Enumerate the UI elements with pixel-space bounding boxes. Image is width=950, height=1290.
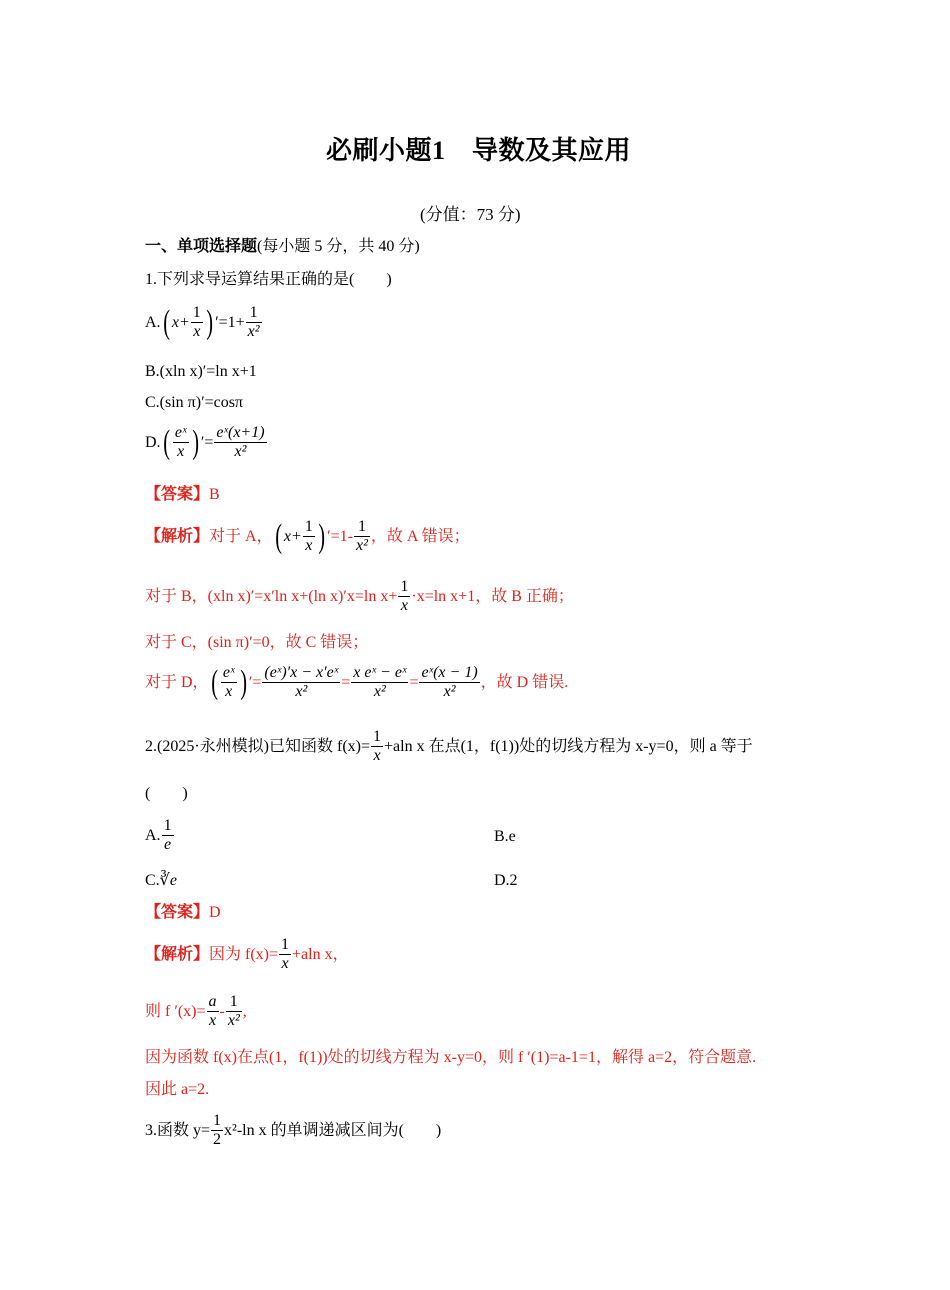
analysis-text: 对于 D， <box>145 673 209 691</box>
left-paren: ( <box>162 303 170 341</box>
section-title: 一、单项选择题 <box>145 238 258 255</box>
math-text: ′=1- <box>327 527 353 545</box>
fraction: $\frac{1}{x}$ <box>400 578 409 614</box>
fraction: $\frac{\text{(eˣ)′x − x′eˣ}}{\text{x²}}$ <box>264 664 339 700</box>
q1-option-c: C.(sin π)′=cosπ <box>145 394 244 411</box>
fraction: $\frac{1}{2}$ <box>213 1112 222 1148</box>
analysis-text: ，故 A 错误； <box>370 527 470 545</box>
stem-text: 3.函数 y= <box>145 1121 211 1139</box>
math-text: x+ <box>171 313 190 331</box>
q3-stem <box>145 1112 441 1149</box>
math-text: ′=1+ <box>215 313 245 331</box>
option-letter: A. <box>145 826 161 844</box>
analysis-text: +aln x， <box>292 945 349 963</box>
stem-text: 2.(2025·永州模拟)已知函数 f(x)= <box>145 737 370 755</box>
option-letter: C. <box>145 872 160 889</box>
fraction: $\frac{1}{x}$ <box>281 936 290 972</box>
option-letter: D. <box>145 433 161 451</box>
q2-analysis-1 <box>145 936 349 973</box>
analysis-label: 【解析】 <box>145 945 210 963</box>
math-text: , <box>242 1002 247 1020</box>
math-text: ′= <box>248 673 262 691</box>
q1-answer <box>145 487 220 503</box>
left-paren: ( <box>210 663 218 701</box>
math-text: ∛e <box>159 872 177 889</box>
fraction: $\frac{\text{eˣ}}{x}$ <box>174 424 187 460</box>
answer-label: 【答案】 <box>145 486 210 503</box>
stem-text: x²-ln x 的单调递减区间为( ) <box>224 1121 442 1139</box>
math-text: x+ <box>283 527 302 545</box>
analysis-label: 【解析】 <box>145 527 210 545</box>
left-paren: ( <box>274 517 282 555</box>
q1-analysis-b <box>145 578 574 615</box>
fraction: $\frac{1}{x}$ <box>304 518 313 554</box>
score-note: (分值：73 分) <box>420 205 521 224</box>
analysis-text: 则 f ′(x)= <box>145 1002 206 1020</box>
q2-analysis-3: 因为函数 f(x)在点(1，f(1))处的切线方程为 x-y=0，则 f ′(1)=a-1=1，解得 a=2，符合题意. <box>145 1049 757 1066</box>
math-text: = <box>409 673 419 691</box>
q1-option-a <box>145 304 263 341</box>
fraction: $\frac{a}{x}$ <box>208 993 217 1029</box>
math-text: ′= <box>200 433 214 451</box>
answer-value: D <box>209 904 221 921</box>
right-paren: ) <box>206 303 213 341</box>
analysis-text: ·x=ln x+1，故 B 正确； <box>411 587 574 605</box>
fraction: $\frac{1}{e}$ <box>163 817 172 853</box>
fraction: $\frac{\text{x eˣ − eˣ}}{\text{x²}}$ <box>353 664 407 700</box>
answer-value: B <box>209 486 220 503</box>
analysis-text: 对于 B，(xln x)′=x′ln x+(ln x)′x=ln x+ <box>145 587 398 605</box>
fraction: $\frac{1}{\text{x²}}$ <box>227 993 240 1029</box>
math-text: = <box>341 673 351 691</box>
fraction: $\frac{\text{eˣ(x+1)}}{\text{x²}}$ <box>216 424 265 460</box>
q2-option-b: B.e <box>494 828 516 845</box>
fraction: $\frac{1}{x}$ <box>373 728 381 764</box>
fraction: $\frac{\text{eˣ(x − 1)}}{\text{x²}}$ <box>421 664 478 700</box>
q1-stem: 1.下列求导运算结果正确的是( ) <box>145 271 392 288</box>
q2-option-c <box>145 873 177 889</box>
option-letter: A. <box>145 313 161 331</box>
q1-analysis-a <box>145 518 470 555</box>
analysis-text: 对于 A， <box>209 527 273 545</box>
q1-analysis-c: 对于 C，(sin π)′=0，故 C 错误； <box>145 634 369 651</box>
section-note: (每小题 5 分，共 40 分) <box>257 238 420 255</box>
q1-analysis-d <box>145 664 568 701</box>
q1-option-d <box>145 424 268 461</box>
q2-option-a <box>145 817 175 854</box>
right-paren: ) <box>318 517 325 555</box>
q2-option-d: D.2 <box>494 872 518 889</box>
q2-analysis-4: 因此 a=2. <box>145 1081 210 1098</box>
q2-analysis-2 <box>145 993 247 1030</box>
page-title: 必刷小题1 导数及其应用 <box>326 136 632 165</box>
fraction: $\frac{\text{eˣ}}{x}$ <box>222 664 235 700</box>
analysis-text: 因为 f(x)= <box>209 945 279 963</box>
q1-option-b: B.(xln x)′=ln x+1 <box>145 363 257 380</box>
right-paren: ) <box>239 663 247 701</box>
math-text: - <box>219 1002 225 1020</box>
fraction: $\frac{1}{x}$ <box>192 304 201 340</box>
left-paren: ( <box>162 423 170 461</box>
q2-stem <box>145 728 753 765</box>
fraction: $\frac{1}{\text{x²}}$ <box>356 518 368 554</box>
analysis-text: ，故 D 错误. <box>480 673 569 691</box>
answer-label: 【答案】 <box>145 904 210 921</box>
q2-answer <box>145 905 221 921</box>
right-paren: ) <box>191 423 199 461</box>
section-heading <box>145 239 420 255</box>
stem-text: +aln x 在点(1，f(1))处的切线方程为 x-y=0，则 a 等于 <box>384 737 753 755</box>
fraction: $\frac{1}{\text{x²}}$ <box>247 304 260 340</box>
q2-stem-paren: ( ) <box>145 785 188 802</box>
